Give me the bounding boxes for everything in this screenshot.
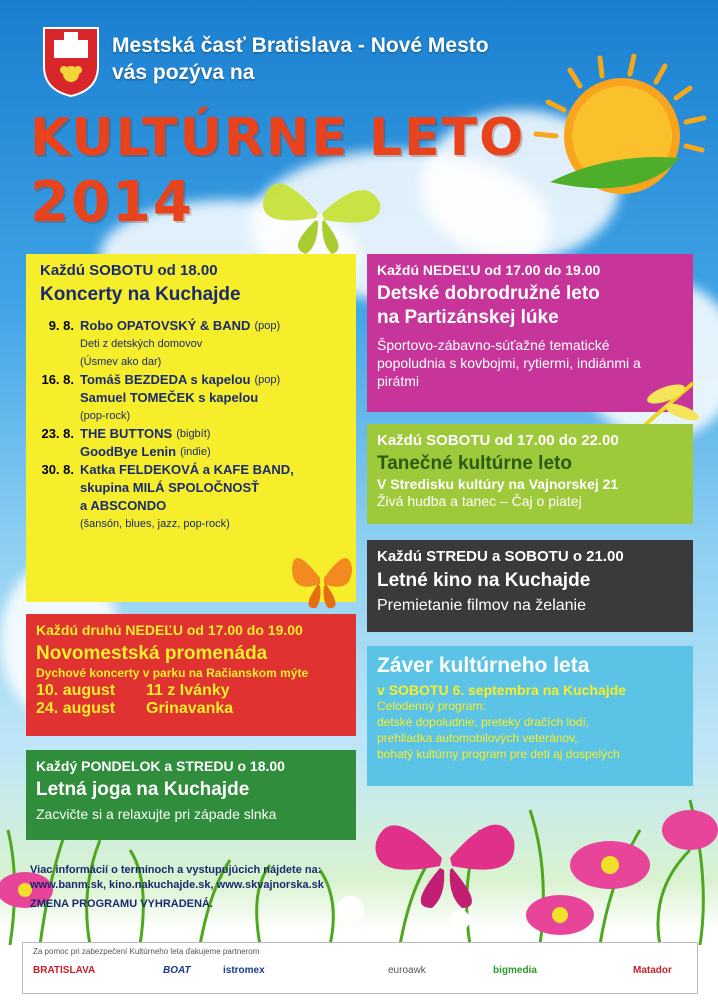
- cinema-box: [367, 540, 693, 632]
- concert-performer: (pop-rock): [80, 410, 131, 422]
- concert-performer: Deti z detských domovov: [80, 338, 203, 350]
- organizer-line: Mestská časť Bratislava - Nové Mesto: [112, 34, 489, 57]
- info-websites: www.banm.sk, kino.nakuchajde.sk, www.skvajnorska.sk: [30, 879, 324, 891]
- concert-genre: (pop): [254, 320, 281, 332]
- finale-program-line: bohatý kultúrny program pre deti aj dospelých: [377, 747, 620, 761]
- dance-heading: Každú SOBOTU od 17.00 do 22.00: [377, 432, 619, 449]
- concert-date: 23. 8.: [41, 426, 74, 441]
- children-title-2: na Partizánskej lúke: [377, 307, 559, 328]
- concert-row: [36, 497, 346, 515]
- partner-logo: istromex: [223, 965, 265, 976]
- concert-row: [36, 479, 346, 497]
- finale-program-line: detské dopoludnie, preteky dračích lodí,: [377, 715, 590, 729]
- partners-caption: Za pomoc pri zabezpečení Kultúrneho leta ďakujeme partnerom: [33, 947, 260, 956]
- promenade-row: [36, 700, 346, 718]
- promenade-date: 24. august: [36, 700, 116, 717]
- coat-of-arms-logo: [42, 26, 100, 98]
- dance-title: Tanečné kultúrne leto: [377, 453, 572, 474]
- promenade-title: Novomestská promenáda: [36, 643, 268, 664]
- promenade-band: 11 z Ivánky: [146, 682, 230, 699]
- dance-box: [367, 424, 693, 524]
- concert-date: [36, 497, 80, 515]
- event-year: 2014: [30, 170, 194, 235]
- concert-date: [36, 479, 80, 497]
- invite-line: vás pozýva na: [112, 61, 255, 84]
- concert-performer: Katka FELDEKOVÁ a KAFE BAND,: [80, 462, 294, 477]
- concert-row: [36, 443, 346, 461]
- children-title-1: Detské dobrodružné leto: [377, 283, 600, 304]
- concert-performer: (šansón, blues, jazz, pop-rock): [80, 518, 230, 530]
- yoga-box: [26, 750, 356, 840]
- butterfly-illustration: [286, 540, 356, 610]
- concerts-title: Koncerty na Kuchajde: [40, 284, 241, 305]
- concert-list: [36, 317, 346, 533]
- finale-title: Záver kultúrneho leta: [377, 654, 590, 677]
- finale-program-line: prehliadka automobilových veteránov,: [377, 731, 578, 745]
- children-heading: Každú NEDEĽU od 17.00 do 19.00: [377, 262, 601, 278]
- concert-row: [36, 371, 346, 389]
- yoga-title: Letná joga na Kuchajde: [36, 779, 250, 800]
- promenade-row: [36, 682, 346, 700]
- promenade-subtitle: Dychové koncerty v parku na Račianskom mýte: [36, 666, 309, 680]
- finale-date: v SOBOTU 6. septembra na Kuchajde: [377, 682, 626, 698]
- partners-bar: [22, 942, 698, 994]
- yoga-heading: Každý PONDELOK a STREDU o 18.00: [36, 758, 285, 774]
- promenade-box: [26, 614, 356, 736]
- concert-row: [36, 335, 346, 353]
- partner-logo: BOAT: [163, 965, 191, 976]
- dance-venue: V Stredisku kultúry na Vajnorskej 21: [377, 476, 619, 492]
- partner-logo: bigmedia: [493, 965, 537, 976]
- concert-performer: (Úsmev ako dar): [80, 356, 162, 368]
- concert-row: [36, 389, 346, 407]
- concert-performer: THE BUTTONS: [80, 426, 173, 441]
- concert-date: [36, 353, 80, 371]
- concert-genre: (indie): [180, 446, 211, 458]
- concert-date: [36, 407, 80, 425]
- partner-logo: euroawk: [388, 965, 426, 976]
- finale-program-line: Celodenný program:: [377, 699, 486, 713]
- concert-date: [36, 335, 80, 353]
- promenade-date: 10. august: [36, 682, 116, 699]
- concert-performer: Robo OPATOVSKÝ & BAND: [80, 318, 251, 333]
- concert-row: [36, 461, 346, 479]
- concert-row: [36, 407, 346, 425]
- concert-genre: (bigbít): [176, 428, 211, 440]
- concert-date: [36, 515, 80, 533]
- sun-illustration: [530, 52, 710, 202]
- concert-performer: GoodBye Lenin: [80, 444, 177, 459]
- concert-date: 16. 8.: [41, 372, 74, 387]
- promenade-band: Grinavanka: [146, 700, 234, 717]
- concert-performer: Tomáš BEZDEDA s kapelou: [80, 372, 251, 387]
- finale-program: [377, 698, 683, 762]
- concert-row: [36, 425, 346, 443]
- dragonfly-illustration: [636, 372, 706, 432]
- cinema-title: Letné kino na Kuchajde: [377, 570, 591, 591]
- concert-genre: (pop): [254, 374, 281, 386]
- finale-box: [367, 646, 693, 786]
- partner-logo: BRATISLAVA: [33, 965, 96, 976]
- yoga-description: Zacvičte si a relaxujte pri západe slnka: [36, 806, 277, 822]
- info-line: Viac informácií o termínoch a vystupujúcich nájdete na:: [30, 864, 322, 876]
- children-description: Športovo-zábavno-súťažné tematické popoludnia s kovbojmi, rytiermi, indiánmi a pirátmi: [377, 337, 641, 389]
- partner-logo: Matador: [633, 965, 672, 976]
- dance-description: Živá hudba a tanec – Čaj o piatej: [377, 493, 582, 509]
- concert-date: [36, 443, 80, 461]
- concert-row: [36, 353, 346, 371]
- promenade-heading: Každú druhú NEDEĽU od 17.00 do 19.00: [36, 622, 303, 638]
- concert-date: [36, 389, 80, 407]
- concert-performer: skupina MILÁ SPOLOČNOSŤ: [80, 480, 260, 495]
- concert-performer: a ABSCONDO: [80, 498, 167, 513]
- concerts-heading: Každú SOBOTU od 18.00: [40, 262, 218, 279]
- cinema-heading: Každú STREDU a SOBOTU o 21.00: [377, 548, 624, 565]
- concert-row: [36, 515, 346, 533]
- concert-date: 30. 8.: [41, 462, 74, 477]
- program-change-notice: ZMENA PROGRAMU VYHRADENÁ.: [30, 898, 213, 910]
- concert-row: [36, 317, 346, 335]
- butterfly-illustration: [256, 168, 386, 258]
- concert-date: 9. 8.: [48, 318, 74, 333]
- concert-performer: Samuel TOMEČEK s kapelou: [80, 390, 259, 405]
- event-title: KULTÚRNE LETO: [30, 108, 526, 168]
- cinema-description: Premietanie filmov na želanie: [377, 597, 586, 614]
- butterfly-illustration: [370, 802, 520, 912]
